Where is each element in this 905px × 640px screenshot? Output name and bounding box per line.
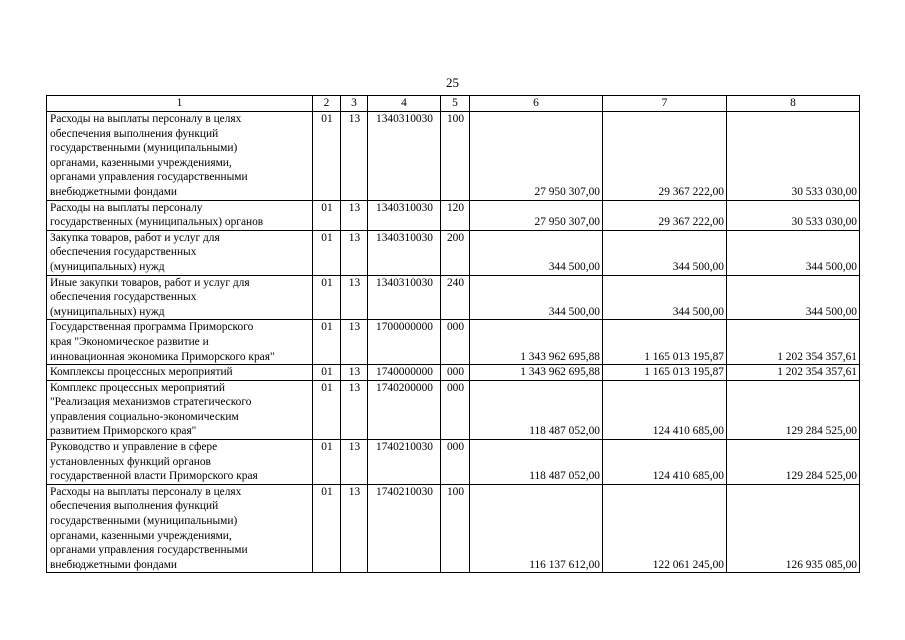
expense-type-cell: 000: [441, 320, 470, 365]
target-article-cell: 1740200000: [368, 380, 441, 439]
page-number: 25: [446, 75, 459, 90]
target-article-cell: 1740210030: [368, 484, 441, 573]
row-name-line: установленных функций органов: [50, 455, 211, 468]
row-name-line: Расходы на выплаты персоналу в целях: [50, 113, 242, 125]
amount-year3-cell: 1 202 354 357,61: [727, 320, 860, 365]
row-name-cell: [47, 230, 313, 275]
amount-year2-cell: 29 367 222,00: [603, 200, 727, 230]
row-name-line: государственной власти Приморского края: [50, 470, 258, 483]
target-article-cell: 1340310030: [368, 112, 441, 201]
row-name-line: развитием Приморского края": [50, 425, 197, 438]
row-name-line: Закупка товаров, работ и услуг для: [50, 231, 220, 244]
expense-type-cell: 240: [441, 275, 470, 320]
row-name-line: органами управления государственными: [50, 544, 248, 557]
table-row: [47, 320, 860, 365]
row-name-line: обеспечения государственных: [50, 246, 197, 259]
amount-year3-cell: 344 500,00: [727, 230, 860, 275]
table-row: [47, 380, 860, 439]
amount-year1-cell: 118 487 052,00: [470, 440, 603, 485]
row-name-line: края "Экономическое развитие и: [50, 335, 209, 348]
header-cell: 4: [368, 96, 441, 112]
amount-year2-cell: 1 165 013 195,87: [603, 320, 727, 365]
target-article-cell: 1340310030: [368, 230, 441, 275]
section-code-cell: 01: [313, 440, 341, 485]
row-name-line: органами, казенными учреждениями,: [50, 529, 232, 542]
section-code-cell: 01: [313, 230, 341, 275]
amount-year1-cell: 118 487 052,00: [470, 380, 603, 439]
section-code-cell: 01: [313, 275, 341, 320]
target-article-cell: 1700000000: [368, 320, 441, 365]
header-cell: 1: [47, 96, 313, 112]
amount-year2-cell: 29 367 222,00: [603, 112, 727, 201]
row-name-line: внебюджетными фондами: [50, 185, 178, 198]
amount-year1-cell: 1 343 962 695,88: [470, 365, 603, 381]
row-name-line: Расходы на выплаты персоналу: [50, 201, 203, 214]
header-cell: 8: [727, 96, 860, 112]
expense-type-cell: 000: [441, 380, 470, 439]
amount-year3-cell: 344 500,00: [727, 275, 860, 320]
row-name-line: Руководство и управление в сфере: [50, 441, 218, 454]
table-row: [47, 275, 860, 320]
amount-year1-cell: 27 950 307,00: [470, 112, 603, 201]
header-cell: 2: [313, 96, 341, 112]
expense-type-cell: 120: [441, 200, 470, 230]
row-name-cell: [47, 275, 313, 320]
subsection-code-cell: 13: [341, 365, 368, 381]
row-name-line: управления социально-экономическим: [50, 410, 239, 423]
header-cell: 7: [603, 96, 727, 112]
amount-year1-cell: 27 950 307,00: [470, 200, 603, 230]
amount-year2-cell: 1 165 013 195,87: [603, 365, 727, 381]
row-name-line: органами, казенными учреждениями,: [50, 156, 232, 169]
amount-year3-cell: 126 935 085,00: [727, 484, 860, 573]
section-code-cell: 01: [313, 320, 341, 365]
table-row: [47, 365, 860, 381]
target-article-cell: 1740000000: [368, 365, 441, 381]
amount-year3-cell: 1 202 354 357,61: [727, 365, 860, 381]
amount-year2-cell: 122 061 245,00: [603, 484, 727, 573]
row-name-line: инновационная экономика Приморского края": [50, 350, 275, 363]
row-name-line: Комплекс процессных мероприятий: [50, 381, 225, 394]
section-code-cell: 01: [313, 484, 341, 573]
subsection-code-cell: 13: [341, 112, 368, 201]
amount-year1-cell: 344 500,00: [470, 275, 603, 320]
budget-table: [46, 95, 860, 573]
row-name-cell: [47, 365, 313, 381]
row-name-line: (муниципальных) нужд: [50, 305, 165, 318]
row-name-line: Государственная программа Приморского: [50, 321, 254, 334]
header-cell: 5: [441, 96, 470, 112]
expense-type-cell: 000: [441, 365, 470, 381]
row-name-cell: [47, 380, 313, 439]
row-name-line: обеспечения выполнения функций: [50, 500, 219, 513]
amount-year3-cell: 30 533 030,00: [727, 112, 860, 201]
table-body: [47, 96, 860, 573]
section-code-cell: 01: [313, 200, 341, 230]
row-name-cell: [47, 440, 313, 485]
row-name-line: Иные закупки товаров, работ и услуг для: [50, 276, 250, 289]
row-name-cell: [47, 112, 313, 201]
amount-year3-cell: 30 533 030,00: [727, 200, 860, 230]
table-row: [47, 200, 860, 230]
table-row: [47, 230, 860, 275]
row-name-line: государственных (муниципальных) органов: [50, 216, 264, 229]
subsection-code-cell: 13: [341, 440, 368, 485]
amount-year1-cell: 116 137 612,00: [470, 484, 603, 573]
expense-type-cell: 100: [441, 484, 470, 573]
section-code-cell: 01: [313, 365, 341, 381]
section-code-cell: 01: [313, 112, 341, 201]
row-name-cell: [47, 320, 313, 365]
table-row: [47, 440, 860, 485]
row-name-line: Комплексы процессных мероприятий: [50, 366, 233, 379]
target-article-cell: 1740210030: [368, 440, 441, 485]
amount-year2-cell: 124 410 685,00: [603, 380, 727, 439]
subsection-code-cell: 13: [341, 230, 368, 275]
amount-year2-cell: 344 500,00: [603, 275, 727, 320]
amount-year2-cell: 344 500,00: [603, 230, 727, 275]
table-row: [47, 112, 860, 201]
row-name-line: государственными (муниципальными): [50, 142, 238, 155]
row-name-line: Расходы на выплаты персоналу в целях: [50, 485, 242, 498]
row-name-cell: [47, 484, 313, 573]
expense-type-cell: 100: [441, 112, 470, 201]
subsection-code-cell: 13: [341, 484, 368, 573]
row-name-line: государственными (муниципальными): [50, 515, 238, 528]
target-article-cell: 1340310030: [368, 200, 441, 230]
subsection-code-cell: 13: [341, 320, 368, 365]
expense-type-cell: 000: [441, 440, 470, 485]
row-name-line: внебюджетными фондами: [50, 558, 178, 571]
subsection-code-cell: 13: [341, 200, 368, 230]
expense-type-cell: 200: [441, 230, 470, 275]
row-name-line: обеспечения выполнения функций: [50, 127, 219, 140]
row-name-line: (муниципальных) нужд: [50, 260, 165, 273]
amount-year3-cell: 129 284 525,00: [727, 380, 860, 439]
amount-year2-cell: 124 410 685,00: [603, 440, 727, 485]
amount-year1-cell: 344 500,00: [470, 230, 603, 275]
row-name-line: обеспечения государственных: [50, 291, 197, 304]
row-name-cell: [47, 200, 313, 230]
header-row: [47, 96, 860, 112]
target-article-cell: 1340310030: [368, 275, 441, 320]
subsection-code-cell: 13: [341, 380, 368, 439]
subsection-code-cell: 13: [341, 275, 368, 320]
section-code-cell: 01: [313, 380, 341, 439]
row-name-line: "Реализация механизмов стратегического: [50, 396, 252, 409]
table-row: [47, 484, 860, 573]
row-name-line: органами управления государственными: [50, 171, 248, 184]
amount-year3-cell: 129 284 525,00: [727, 440, 860, 485]
amount-year1-cell: 1 343 962 695,88: [470, 320, 603, 365]
header-cell: 3: [341, 96, 368, 112]
header-cell: 6: [470, 96, 603, 112]
